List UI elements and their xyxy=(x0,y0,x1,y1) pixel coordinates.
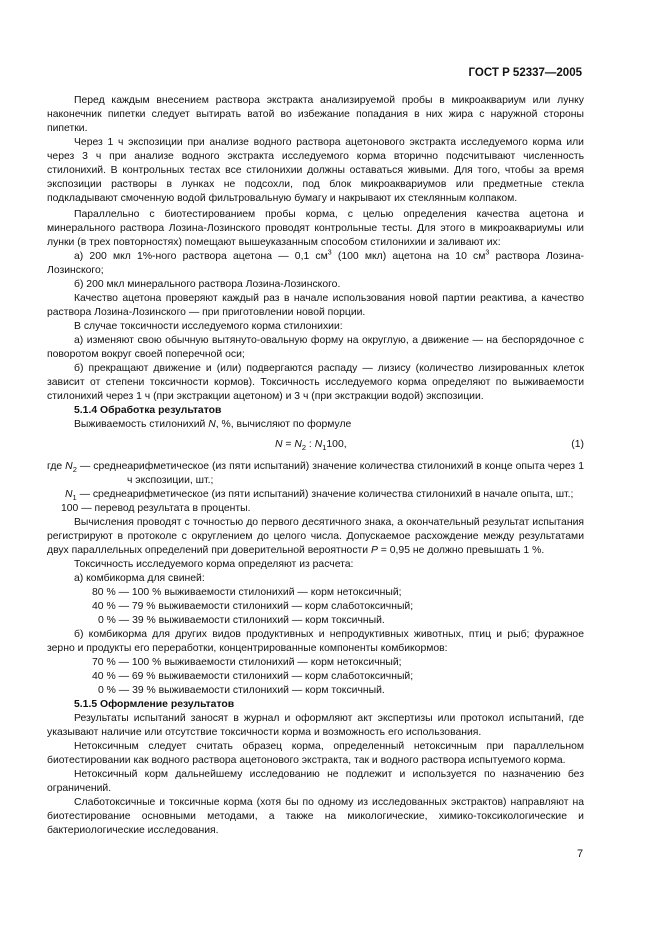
list-subitem: 0 % — 39 % выживаемости стилонихий — корм токсичный. xyxy=(98,685,385,696)
formula-legend: 100 — перевод результата в проценты. xyxy=(61,503,251,514)
paragraph: Качество ацетона проверяют каждый раз в начале использования новой партии реактива, а качество раствора Лозина-Лозинского — при приготовлении новой порции. xyxy=(47,293,584,318)
paragraph: Слаботоксичные и токсичные корма (хотя бы по одному из исследованных экстрактов) направляют на биотестирование основными методами, а также на микологические, химико-токсикологические и бактериологические исследования. xyxy=(47,797,584,836)
list-item: а) изменяют свою обычную вытянуто-овальную форму на округлую, а движение — на беспорядочное с поворотом вокруг своей поперечной оси; xyxy=(47,335,584,360)
list-item: б) 200 мкл минерального раствора Лозина-Лозинского. xyxy=(74,279,341,290)
page-number: 7 xyxy=(577,848,584,860)
list-subitem: 0 % — 39 % выживаемости стилонихий — корм токсичный. xyxy=(98,615,385,626)
paragraph: Нетоксичным следует считать образец корма, определенный нетоксичным при параллельном биотестировании как водного раствора ацетонового экстракта, так и водного раствора испытуемого корма. xyxy=(47,741,584,766)
formula-legend: $N_1$ — среднеарифметическое (из пяти испытаний) значение количества стилонихий в начале опыта, шт.; xyxy=(65,489,574,503)
list-item: а) 200 мкл 1%-ного раствора ацетона — 0,1 $см^3$ (100 мкл) ацетона на 10 $см^3$ раствора Лозина-Лозинского; xyxy=(47,249,584,276)
list-subitem: 80 % — 100 % выживаемости стилонихий — корм нетоксичный; xyxy=(92,587,402,598)
list-subitem: 40 % — 69 % выживаемости стилонихий — корм слаботоксичный; xyxy=(92,671,414,682)
paragraph: В случае токсичности исследуемого корма стилонихии: xyxy=(74,321,343,332)
formula xyxy=(47,432,584,460)
section-heading: 5.1.4 Обработка результатов xyxy=(74,405,222,416)
paragraph: Результаты испытаний заносят в журнал и оформляют акт экспертизы или протокол испытаний, где указывают наличие или отсутствие токсичности корма и возможность его использования. xyxy=(47,713,584,738)
document-body xyxy=(47,94,584,838)
list-item: а) комбикорма для свиней: xyxy=(74,573,205,584)
list-subitem: 40 % — 79 % выживаемости стилонихий — корм слаботоксичный; xyxy=(92,601,414,612)
paragraph: Через 1 ч экспозиции при анализе водного раствора ацетонового экстракта исследуемого корма или через 3 ч при анализе водного экстракта исследуемого корма вторично подсчитывают численность стилонихий. В контрольных тестах все стилонихии должны оставаться живыми. Для того, чтобы за время экспозиции растворы в лунках не подсохли, под блок микроаквариумов или предметные стекла подкладывают смоченную водой фильтровальную бумагу и накрывают их стеклянным колпаком. xyxy=(47,137,584,204)
paragraph: Токсичность исследуемого корма определяют из расчета: xyxy=(74,559,354,570)
section-heading: 5.1.5 Оформление результатов xyxy=(74,699,235,710)
formula-legend: где $N_2$ — среднеарифметическое (из пяти испытаний) значение количества стилонихий в конце опыта через 1 ч экспозиции, шт.; xyxy=(47,461,584,486)
document-number: ГОСТ Р 52337—2005 xyxy=(468,67,582,79)
paragraph: Выживаемость стилонихий N, %, вычисляют по формуле xyxy=(74,419,352,430)
paragraph: Вычисления проводят с точностью до первого десятичного знака, а окончательный результат испытания регистрируют в протоколе с округлением до целого числа. Допускаемое расхождение между результатами двух параллельных определений при доверительной вероятности P = 0,95 не должно превышать 1 %. xyxy=(47,517,584,556)
formula-number: (1) xyxy=(571,439,584,450)
list-item: б) комбикорма для других видов продуктивных и непродуктивных животных, птиц и рыб; фуражное зерно и продукты его переработки, концентрированные компоненты комбикормов: xyxy=(47,629,584,654)
paragraph: Перед каждым внесением раствора экстракта анализируемой пробы в микроаквариум или лунку наконечник пипетки следует вытирать ватой во избежание попадания в них жира с наружной стороны пипетки. xyxy=(47,95,584,134)
paragraph: Параллельно с биотестированием пробы корма, с целью определения качества ацетона и минерального раствора Лозина-Лозинского проводят контрольные тесты. Для этого в микроаквариумы или лунки (в трех повторностях) помещают вышеуказанным способом стилонихии и заливают их: xyxy=(47,209,584,248)
list-item: б) прекращают движение и (или) подвергаются распаду — лизису (количество лизированных клеток зависит от степени токсичности кормов). Токсичность исследуемого корма определяют по выживаемости стилонихий через 1 ч (при экстракции ацетоном) и 3 ч (при экстракции водой) экспозиции. xyxy=(47,363,584,402)
list-subitem: 70 % — 100 % выживаемости стилонихий — корм нетоксичный; xyxy=(92,657,402,668)
paragraph: Нетоксичный корм дальнейшему исследованию не подлежит и используется по назначению без ограничений. xyxy=(47,769,584,794)
formula-expression: $N = N_2$ : $N_1100$, xyxy=(275,439,347,453)
